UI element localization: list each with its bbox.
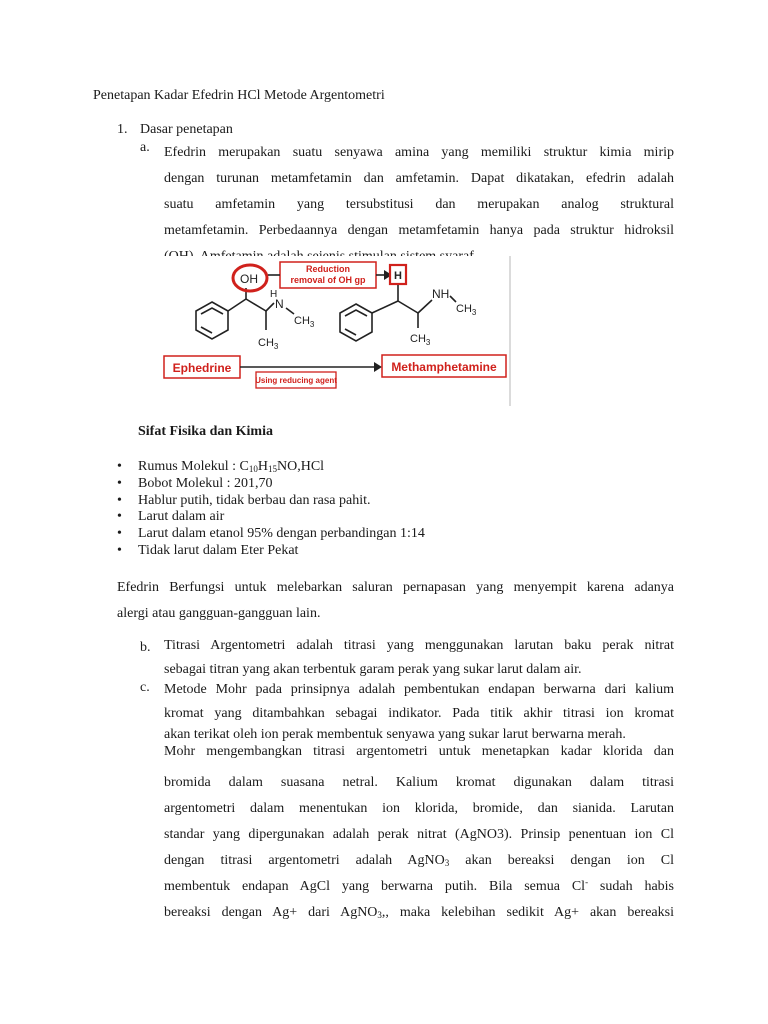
item-c-line: bereaksi dengan Ag+ dari AgNO$_3$,, maka kelebihan sedikit Ag+ akan bereaksi [164,905,674,920]
item-c-label: c. [140,680,150,695]
list-item: • Hablur putih, tidak berbau dan rasa pahit. [117,493,425,510]
item-a-line: suatu amfetamin yang tersubstitusi dan merupakan analog struktural [164,197,674,212]
ephedrine-chain [228,288,294,330]
item-a-label: a. [140,140,150,155]
reduction-sub-label: removal of OH gp [290,275,366,285]
section-dasar-penetapan [117,122,233,138]
item-a-line: dengan turunan metamfetamin dan amfetamin. Dapat dikatakan, efedrin adalah [164,171,674,186]
section-number: 1. [117,122,128,137]
list-item: • Larut dalam air [117,509,425,526]
oh-label: OH [240,272,258,286]
item-c-line: bromida dalam suasana netral. Kalium kromat digunakan dalam titrasi [164,775,674,790]
ch3-right-n-label: $CH_3$ [456,303,477,317]
list-item: • Larut dalam etanol 95% dengan perbandingan 1:14 [117,526,425,543]
item-c-line: kromat yang ditambahkan sebagai indikator. Pada titik akhir titrasi ion kromat [164,706,674,721]
item-c-line: standar yang dipergunakan adalah perak nitrat (AgNO3). Prinsip penentuan ion Cl [164,827,674,842]
reducing-agent-label: Using reducing agent [255,376,337,385]
section-label: Dasar penetapan [140,122,233,137]
item-a-line: metamfetamin. Perbedaannya dengan metamfetamin hanya pada struktur hidroksil [164,223,674,238]
methamphetamine-label: Methamphetamine [391,360,497,374]
h-small-label: H [270,289,278,300]
fungsi-paragraph [117,575,674,627]
ephedrine-label: Ephedrine [172,361,232,375]
fungsi-line: alergi atau gangguan-gangguan lain. [117,606,321,621]
list-item: • Tidak larut dalam Eter Pekat [117,543,425,560]
document-title: Penetapan Kadar Efedrin HCl Metode Argentometri [93,88,385,103]
item-b-line: sebagai titran yang akan terbentuk garam perak yang sukar larut dalam air. [164,662,582,677]
sifat-heading: Sifat Fisika dan Kimia [138,424,273,439]
fungsi-line: Efedrin Berfungsi untuk melebarkan saluran pernapasan yang menyempit karena adanya [117,580,674,595]
n-label: N [275,297,284,311]
item-a-line: Efedrin merupakan suatu senyawa amina yang memiliki struktur kimia mirip [164,145,674,160]
ephedrine-reduction-diagram [160,256,512,406]
list-item: • Bobot Molekul : 201,70 [117,476,425,493]
item-b-label: b. [140,640,151,655]
item-a-paragraph [164,140,674,270]
properties-list [117,459,425,560]
item-b-paragraph [164,634,674,682]
item-c-line: dengan titrasi argentometri adalah AgNO$_3$ akan bereaksi dengan ion Cl [164,853,674,868]
item-b-line: Titrasi Argentometri adalah titrasi yang menggunakan larutan baku perak nitrat [164,638,674,653]
list-item: • Rumus Molekul : $C_{10}H_{15}NO,HCl$ [117,459,425,476]
ch3-right-b-label: $CH_3$ [410,333,431,347]
nh-right-label: NH [432,287,450,301]
benzene-ring-right [340,304,372,341]
item-c-line: Mohr mengembangkan titrasi argentometri untuk menetapkan kadar klorida dan [164,744,674,759]
benzene-ring-left [196,302,228,339]
item-c-line: argentometri dalam menentukan ion klorida, bromide, dan sianida. Larutan [164,801,674,816]
item-c-line: membentuk endapan AgCl yang berwarna putih. Bila semua Cl- sudah habis [164,877,674,894]
item-c-paragraph [164,678,674,926]
ch3-n-label: $CH_3$ [294,315,315,329]
item-c-line: Metode Mohr pada prinsipnya adalah pembentukan endapan berwarna dari kalium [164,682,674,697]
ch3-left-label: $CH_3$ [258,337,279,351]
h-label: H [394,270,402,282]
reduction-label: Reduction [306,264,350,274]
item-c-line: akan terikat oleh ion perak membentuk senyawa yang sukar larut berwarna merah. [164,727,626,742]
